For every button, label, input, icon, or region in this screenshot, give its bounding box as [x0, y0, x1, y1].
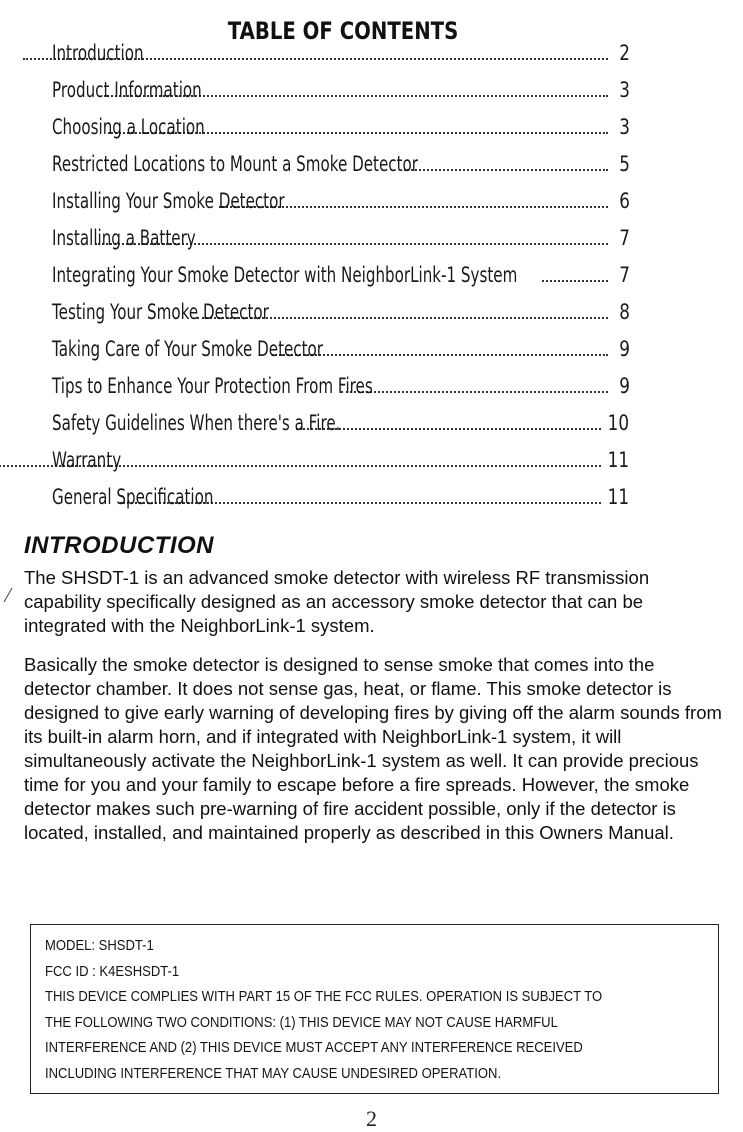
toc-item-testing-detector[interactable]	[52, 297, 632, 334]
toc-item-label: Product Information	[52, 78, 202, 102]
toc-item-label: Integrating Your Smoke Detector with NeighborLink-1 System	[52, 263, 518, 287]
toc-item-tips-protection[interactable]	[52, 371, 632, 408]
toc-item-label: Introduction	[52, 41, 144, 65]
toc-item-page: 6	[619, 189, 630, 213]
toc-item-installing-detector[interactable]	[52, 186, 632, 223]
toc-leader-dots	[404, 169, 608, 171]
toc-item-label: Tips to Enhance Your Protection From Fires	[52, 374, 373, 398]
toc-item-page: 10	[607, 411, 630, 435]
toc-item-page: 3	[619, 78, 630, 102]
toc-item-label: Taking Care of Your Smoke Detector	[52, 337, 324, 361]
toc-item-label: Restricted Locations to Mount a Smoke Detector	[52, 152, 418, 176]
toc-item-warranty[interactable]	[52, 445, 632, 482]
toc-leader-dots	[542, 280, 608, 282]
toc-item-integrating-detector[interactable]	[52, 260, 632, 297]
page-number: 2	[366, 1106, 377, 1131]
fcc-notice-line: INTERFERENCE AND (2) THIS DEVICE MUST ACCEPT ANY INTERFERENCE RECEIVED	[45, 1040, 583, 1056]
toc-item-page: 7	[619, 263, 630, 287]
toc-item-page: 9	[619, 337, 630, 361]
toc-item-label: Testing Your Smoke Detector	[52, 300, 269, 324]
toc-item-label: General Specification	[52, 485, 214, 509]
toc-item-general-specification[interactable]	[52, 482, 632, 519]
toc-item-page: 2	[619, 41, 630, 65]
table-of-contents	[52, 38, 632, 519]
toc-item-restricted-locations[interactable]	[52, 149, 632, 186]
toc-item-label: Safety Guidelines When there's a Fire.	[52, 411, 341, 435]
toc-item-page: 11	[607, 485, 630, 509]
toc-item-page: 9	[619, 374, 630, 398]
introduction-paragraph-2: Basically the smoke detector is designed to sense smoke that comes into the detector chamber. It does not sense gas, heat, or flame. This smoke detector is designed to give early warning of developing fires by giving off the alarm sounds from its built-in alarm horn, and if integrated with NeighborLink-1 system, it will simultaneously activate the NeighborLink-1 system as well. It can provide precious time for you and your family to escape before a fire spreads. However, the smoke detector makes such pre-warning of fire accident possible, only if the detector is located, installed, and maintained properly as described in this Owners Manual.	[24, 654, 722, 843]
fcc-notice-line: THIS DEVICE COMPLIES WITH PART 15 OF THE FCC RULES. OPERATION IS SUBJECT TO	[45, 989, 603, 1005]
fcc-notice-line: INCLUDING INTERFERENCE THAT MAY CAUSE UNDESIRED OPERATION.	[45, 1065, 502, 1082]
toc-item-label: Warranty	[52, 448, 122, 472]
toc-item-page: 11	[607, 448, 630, 472]
toc-item-installing-battery[interactable]	[52, 223, 632, 260]
toc-item-page: 7	[619, 226, 630, 250]
fcc-id-line: FCC ID : K4ESHSDT-1	[45, 963, 180, 980]
introduction-heading: INTRODUCTION	[24, 532, 214, 559]
toc-item-introduction[interactable]	[52, 38, 632, 75]
fcc-model-line: MODEL: SHSDT-1	[45, 938, 154, 954]
toc-item-choosing-location[interactable]	[52, 112, 632, 149]
toc-leader-dots	[341, 391, 608, 393]
toc-item-label: Choosing a Location	[52, 115, 205, 139]
toc-leader-dots	[296, 428, 601, 430]
toc-title: TABLE OF CONTENTS	[227, 17, 459, 46]
toc-item-product-information[interactable]	[52, 75, 632, 112]
margin-pen-mark	[2, 586, 14, 604]
toc-item-page: 5	[619, 152, 630, 176]
toc-item-page: 8	[619, 300, 630, 324]
toc-item-label: Installing a Battery	[52, 226, 196, 250]
toc-item-page: 3	[619, 115, 630, 139]
toc-item-taking-care[interactable]	[52, 334, 632, 371]
toc-item-safety-guidelines[interactable]	[52, 408, 632, 445]
toc-item-label: Installing Your Smoke Detector	[52, 189, 285, 213]
introduction-paragraph-1: The SHSDT-1 is an advanced smoke detector with wireless RF transmission capability specifically designed as an accessory smoke detector that can be integrated with the NeighborLink-1 system.	[24, 567, 650, 636]
fcc-notice-line: THE FOLLOWING TWO CONDITIONS: (1) THIS DEVICE MAY NOT CAUSE HARMFUL	[45, 1014, 558, 1031]
fcc-notice-box	[30, 924, 719, 1094]
